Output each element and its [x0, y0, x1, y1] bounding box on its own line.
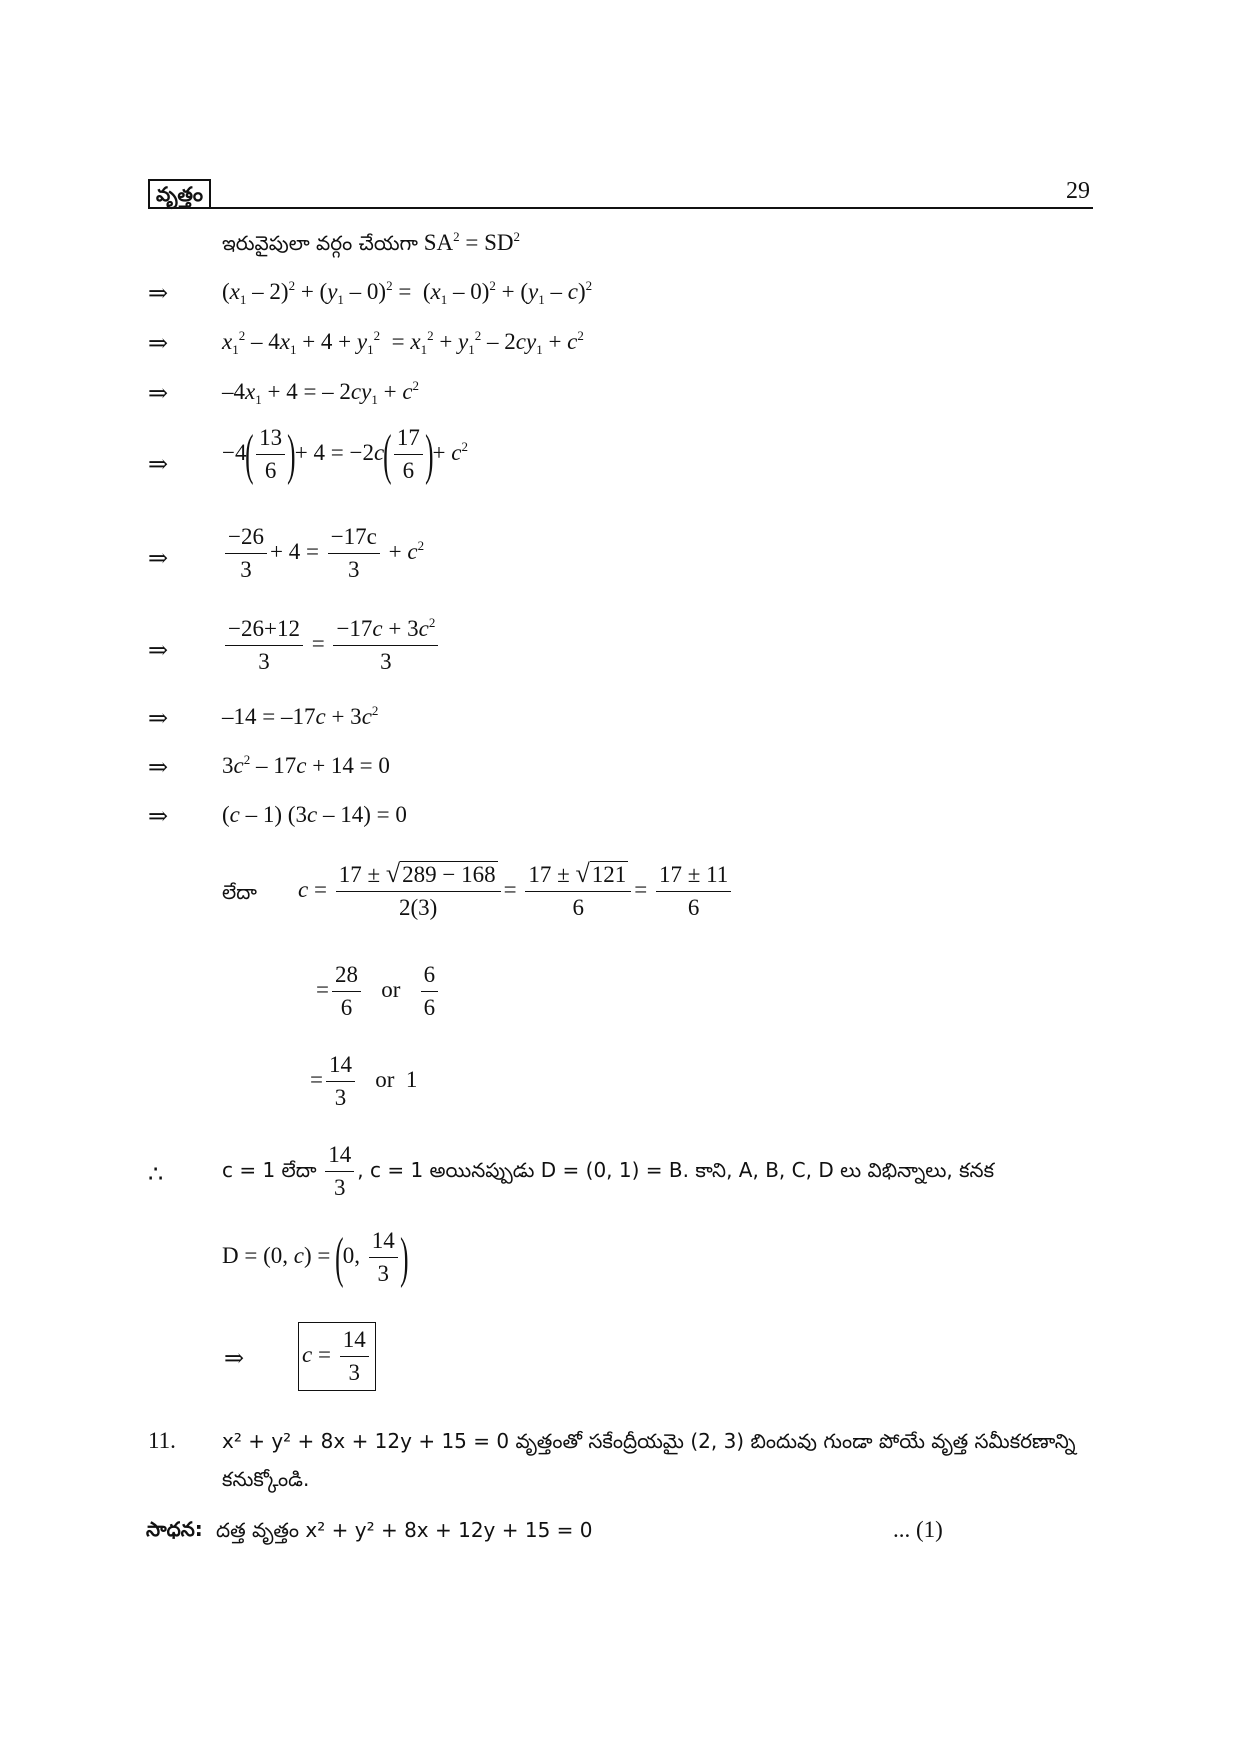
- intro-line: [222, 230, 520, 260]
- implies-arrow: ⇒: [148, 638, 169, 664]
- intro-equation: $SA^2 = SD^2$: [423, 229, 520, 255]
- conclusion-line: c = 1 లేదా $\frac{14}{3}$ , c = 1 అయినప్పుడు D = (0, 1) = B. కాని, A, B, C, D లు విభిన్నాలు, కనక: [222, 1142, 995, 1200]
- solution-label: సాధన:: [146, 1517, 203, 1541]
- implies-arrow: ⇒: [148, 804, 169, 830]
- final-answer-box: c = $\frac{14}{3}$: [298, 1322, 376, 1391]
- implies-arrow: ⇒: [148, 546, 169, 572]
- equation-step-5: $\frac{-26}{3}$ + 4 = $\frac{-17c}{3}$ + $c^2$: [222, 522, 424, 585]
- implies-arrow: ⇒: [148, 381, 169, 407]
- result-line-2: = $\frac{14}{3}$ or 1: [310, 1052, 418, 1110]
- implies-arrow: ⇒: [148, 706, 169, 732]
- solution-text: దత్త వృత్తం x² + y² + 8x + 12y + 15 = 0: [216, 1518, 593, 1542]
- leda-label: లేదా: [222, 880, 257, 904]
- d-point-equation: D = (0, c) = (0, $\frac{14}{3}$ ): [222, 1226, 409, 1289]
- implies-arrow: ⇒: [224, 1346, 245, 1372]
- equation-step-8: $3c^2 - 17c + 14 = 0$: [222, 752, 390, 778]
- problem-text-line-2: కనుక్కోండి.: [222, 1467, 310, 1491]
- header-rule: [148, 207, 1093, 209]
- page-number: 29: [1066, 178, 1090, 204]
- equation-step-3: $-4x_1 + 4$ = – $2cy_1 + c^2$: [222, 378, 420, 407]
- problem-number: 11.: [148, 1428, 176, 1453]
- implies-arrow: ⇒: [148, 281, 169, 307]
- equation-step-6: $\frac{-26+12}{3}$ = $\frac{-17c + 3c^2}{3}$: [222, 614, 441, 677]
- implies-arrow: ⇒: [148, 755, 169, 781]
- therefore-symbol: ∴: [148, 1162, 164, 1188]
- equation-step-1: $(x_1 - 2)^2 + (y_1 - 0)^2 = (x_1 - 0)^2 + (y_1 - c)^2$: [222, 278, 593, 307]
- intro-text: ఇరువైపులా వర్గం చేయగా: [222, 231, 418, 255]
- equation-step-7: $-14 = -17c + 3c^2$: [222, 703, 379, 729]
- implies-arrow: ⇒: [148, 452, 169, 478]
- equation-step-4: −4( $\frac{13}{6}$ )+ 4 = −2c( $\frac{17}{6}$ )+ $c^2$: [222, 423, 468, 486]
- result-line-1: = $\frac{28}{6}$ or $\frac{6}{6}$: [316, 960, 441, 1023]
- equation-reference: ... (1): [893, 1517, 943, 1542]
- equation-step-2: $x_1^2 - 4x_1 + 4 + y_1^2 = x_1^2 + y_1^2 - 2cy_1 + c^2$: [222, 328, 584, 357]
- quadratic-formula: c = 17 ± √ 289 − 168 2(3) = 17 ± √ 121 6 = $\frac{17 \pm 11}{6}$: [298, 860, 734, 923]
- implies-arrow: ⇒: [148, 331, 169, 357]
- equation-step-9: (c – 1) (3c – 14) = 0: [222, 802, 407, 827]
- chapter-title: వృత్తం: [148, 179, 211, 209]
- problem-text-line-1: x² + y² + 8x + 12y + 15 = 0 వృత్తంతో సకేంద్రీయమై (2, 3) బిందువు గుండా పోయే వృత్త సమీకరణాన్ని: [222, 1429, 1076, 1453]
